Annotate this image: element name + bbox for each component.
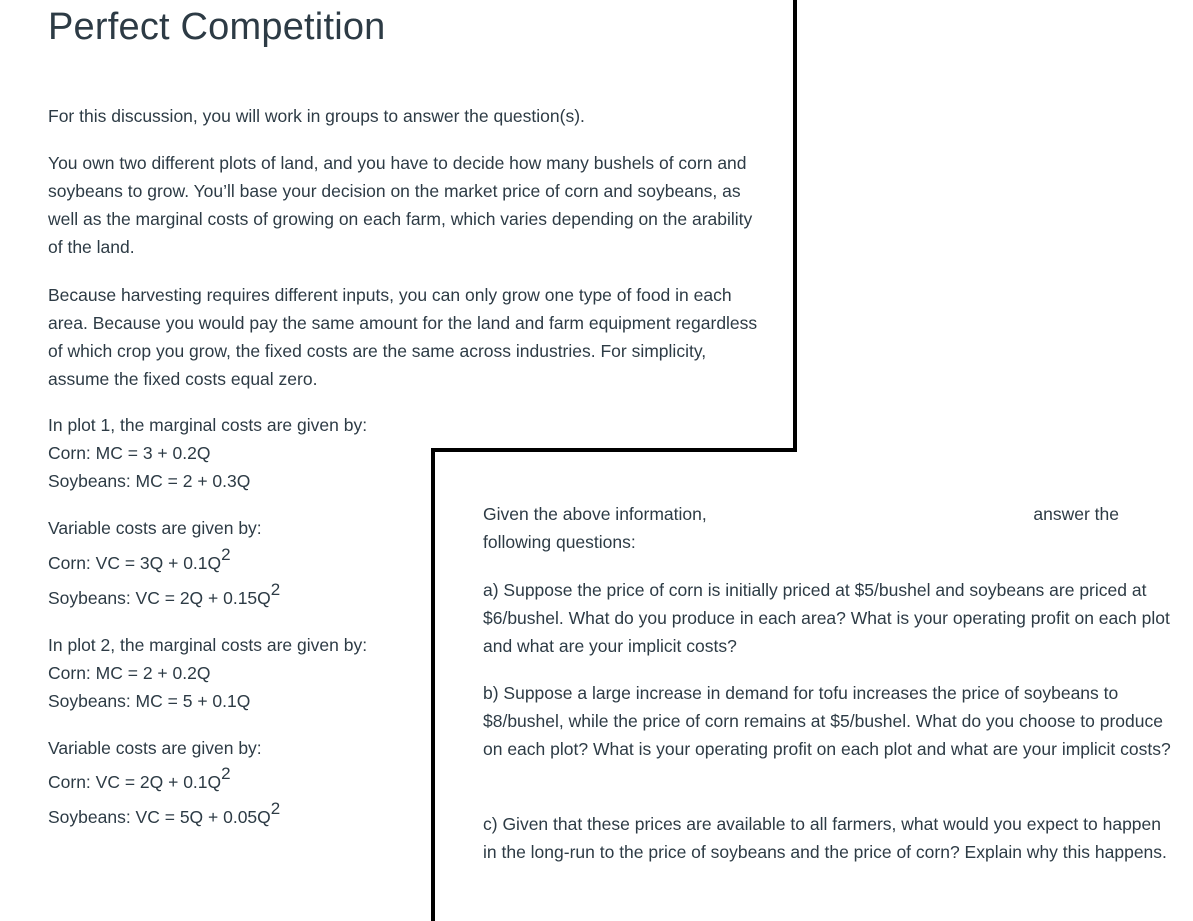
divider-vertical-bottom (431, 448, 435, 921)
plot2-soy-vc: Soybeans: VC = $5Q + 0.05Q^2$ (48, 799, 281, 827)
plot2-corn-mc: Corn: MC = 2 + 0.2Q (48, 663, 211, 683)
divider-vertical-top (793, 0, 797, 452)
questions-intro-cont: following questions: (483, 532, 636, 552)
exponent: 2 (221, 764, 231, 783)
plot1-soy-vc: Soybeans: VC = $2Q + 0.15Q^2$ (48, 580, 281, 608)
plot1-vc-heading: Variable costs are given by: (48, 518, 262, 538)
plot2-corn-vc: Corn: VC = $2Q + 0.1Q^2$ (48, 764, 231, 792)
exponent: 2 (270, 799, 281, 818)
exponent: 2 (270, 580, 281, 599)
questions-intro-right: answer the (1033, 504, 1119, 524)
plot2-soy-mc: Soybeans: MC = 5 + 0.1Q (48, 691, 251, 711)
exponent: 2 (221, 545, 231, 564)
plot1-mc-heading: In plot 1, the marginal costs are given by: (48, 415, 368, 435)
plot1-corn-vc: Corn: VC = $3Q + 0.1Q^2$ (48, 545, 231, 573)
question-b: b) Suppose a large increase in demand for tofu increases the price of soybeans to $8/bushel, while the price of corn remains at $5/bushel. What do you choose to produce on each plot? What is your operating profit on each plot and what are your implicit costs? (483, 683, 1171, 759)
assumptions-paragraph: Because harvesting requires different inputs, you can only grow one type of food in each area. Because you would pay the same amount for the land and farm equipment regardless of which crop you grow, the fixed costs are the same across industries. For simplicity, assume the fixed costs equal zero. (48, 285, 758, 389)
plot2-mc-heading: In plot 2, the marginal costs are given by: (48, 635, 368, 655)
questions-intro-left: Given the above information, (483, 504, 707, 524)
scenario-paragraph: You own two different plots of land, and you have to decide how many bushels of corn and soybeans to grow. You’ll base your decision on the market price of corn and soybeans, as well as the marginal costs of growing on each farm, which varies depending on the arability of the land. (48, 153, 753, 257)
divider-horizontal (431, 448, 797, 452)
plot1-soy-mc: Soybeans: MC = 2 + 0.3Q (48, 471, 251, 491)
plot2-vc-heading: Variable costs are given by: (48, 738, 262, 758)
question-c: c) Given that these prices are available to all farmers, what would you expect to happen in the long-run to the price of soybeans and the price of corn? Explain why this happens. (483, 814, 1167, 862)
page-title: Perfect Competition (48, 6, 386, 48)
question-a: a) Suppose the price of corn is initially priced at $5/bushel and soybeans are priced at $6/bushel. What do you produce in each area? What is your operating profit on each plot and what are your implicit costs? (483, 580, 1170, 656)
intro-paragraph: For this discussion, you will work in groups to answer the question(s). (48, 106, 585, 126)
plot1-corn-mc: Corn: MC = 3 + 0.2Q (48, 443, 211, 463)
